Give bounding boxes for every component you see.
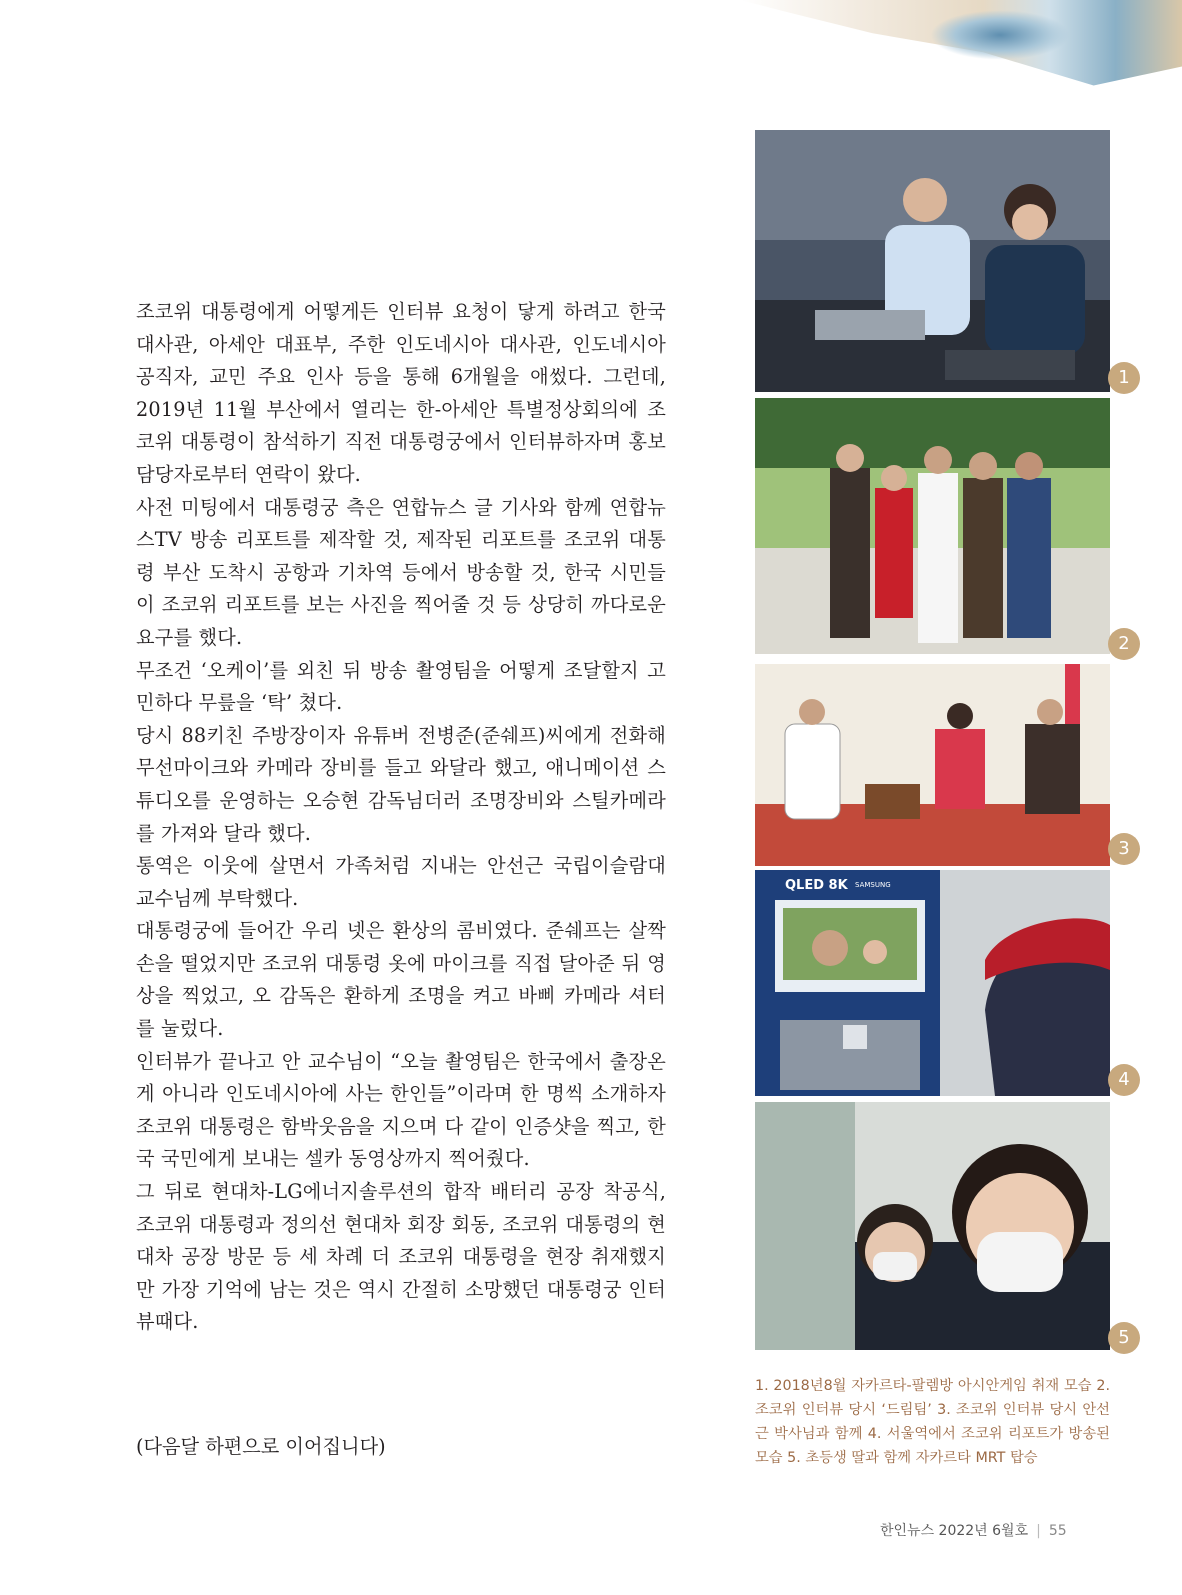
- photo-number-badge: 2: [1108, 628, 1140, 660]
- article-paragraph: 조코위 대통령에게 어떻게든 인터뷰 요청이 닿게 하려고 한국 대사관, 아세안 대표부, 주한 인도네시아 대사관, 인도네시아 공직자, 교민 주요 인사 등을 통해 6개월을 애썼다. 그런데, 2019년 11월 부산에서 열리는 한-아세안 특별정상회의에 조코위 대통령이 참석하기 직전 대통령궁에서 인터뷰하자며 홍보 담당자로부터 연락이 왔다.: [136, 300, 666, 486]
- article-body: [136, 296, 666, 1339]
- photo-interview: [755, 664, 1110, 866]
- continued-note: (다음달 하편으로 이어집니다): [136, 1435, 386, 1458]
- article-paragraph: 통역은 이웃에 살면서 가족처럼 지내는 안선근 국립이슬람대 교수님께 부탁했다.: [136, 854, 666, 910]
- page-number: 55: [1048, 1523, 1067, 1539]
- header-decoration-wave: [930, 10, 1070, 60]
- article-paragraph: 당시 88키친 주방장이자 유튜버 전병준(준쉐프)씨에게 전화해 무선마이크와 카메라 장비를 들고 와달라 했고, 애니메이션 스튜디오를 운영하는 오승현 감독님더러 조명장비와 스틸카메라를 가져와 달라 했다.: [136, 723, 666, 845]
- article-paragraph: 사전 미팅에서 대통령궁 측은 연합뉴스 글 기사와 함께 연합뉴스TV 방송 리포트를 제작할 것, 제작된 리포트를 조코위 대통령 부산 도착시 공항과 기차역 등에서 방송할 것, 한국 시민들이 조코위 리포트를 보는 사진을 찍어줄 것 등 상당히 까다로운 요구를 했다.: [136, 495, 666, 649]
- article-paragraph: 그 뒤로 현대차-LG에너지솔루션의 합작 배터리 공장 착공식, 조코위 대통령과 정의선 현대차 회장 회동, 조코위 대통령의 현대차 공장 방문 등 세 차례 더 조코위 대통령을 현장 취재했지만 가장 기억에 남는 것은 역시 간절히 소망했던 대통령궁 인터뷰때다.: [136, 1180, 666, 1334]
- article-paragraph: 대통령궁에 들어간 우리 넷은 환상의 콤비였다. 준쉐프는 살짝 손을 떨었지만 조코위 대통령 옷에 마이크를 직접 달아준 뒤 영상을 찍었고, 오 감독은 환하게 조명을 켜고 바삐 카메라 셔터를 눌렀다.: [136, 919, 666, 1041]
- photo-caption: 1. 2018년8월 자카르타-팔렘방 아시안게임 취재 모습 2. 조코위 인터뷰 당시 ‘드림팀’ 3. 조코위 인터뷰 당시 안선근 박사님과 함께 4. 서울역에서 조코위 리포트가 방송된 모습 5. 초등생 딸과 함께 자카르타 MRT 탑승: [755, 1378, 1110, 1466]
- article-paragraph: 무조건 ‘오케이’를 외친 뒤 방송 촬영팀을 어떻게 조달할지 고민하다 무릎을 ‘탁’ 쳤다.: [136, 658, 666, 715]
- photo-asian-games-press: [755, 130, 1110, 392]
- photo-number-badge: 5: [1108, 1322, 1140, 1354]
- footer-separator: |: [1036, 1523, 1041, 1539]
- photo-number-badge: 1: [1108, 362, 1140, 394]
- page-footer: [880, 1520, 1067, 1540]
- photo-seoul-station-tv: [755, 870, 1110, 1096]
- photo-number-badge: 4: [1108, 1064, 1140, 1096]
- article-paragraph: 인터뷰가 끝나고 안 교수님이 “오늘 촬영팀은 한국에서 출장온 게 아니라 인도네시아에 사는 한인들”이라며 한 명씩 소개하자 조코위 대통령은 함박웃음을 지으며 다 같이 인증샷을 찍고, 한국 국민에게 보내는 셀카 동영상까지 찍어줬다.: [136, 1049, 666, 1171]
- photo-mrt-selfie: [755, 1102, 1110, 1350]
- photo-number-badge: 3: [1108, 833, 1140, 865]
- tv-maker-label: SAMSUNG: [855, 881, 891, 889]
- publication-name: 한인뉴스 2022년 6월호: [880, 1523, 1029, 1539]
- tv-brand-label: QLED 8K: [785, 878, 848, 893]
- photo-dream-team: [755, 398, 1110, 654]
